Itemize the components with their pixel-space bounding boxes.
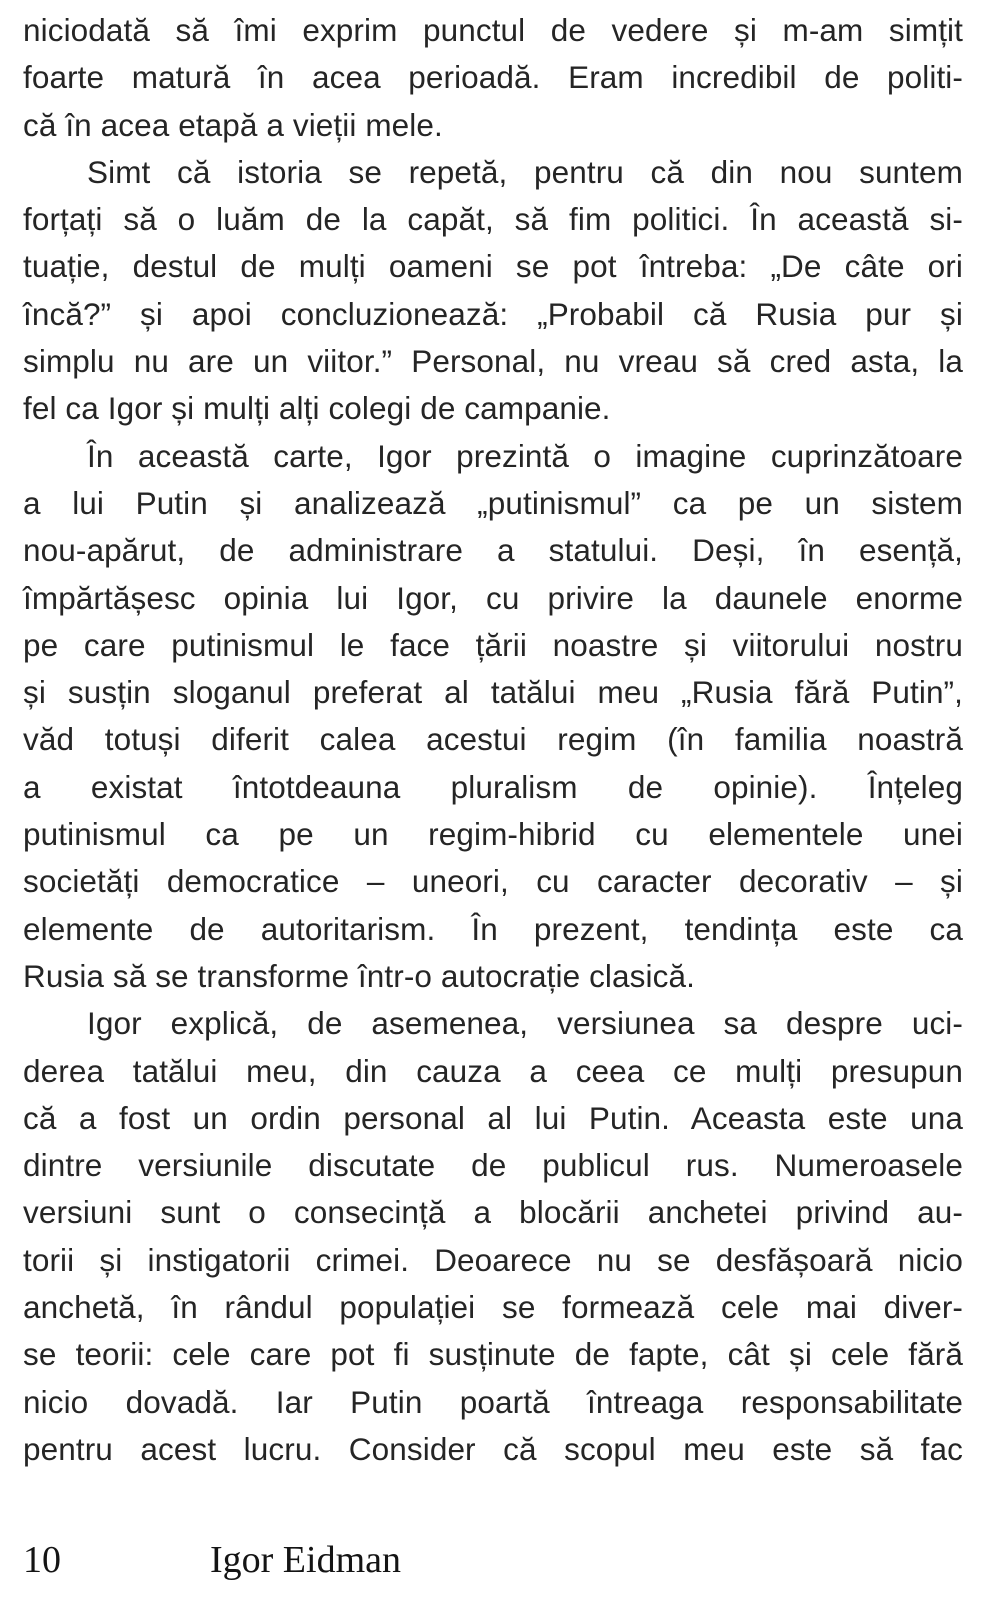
body-text	[23, 7, 963, 1473]
text-line: văd totuși diferit calea acestui regim (în familia noastră	[23, 721, 963, 758]
text-line: pe care putinismul le face țării noastre și viitorului nostru	[23, 626, 963, 663]
text-line: forțați să o luăm de la capăt, să fim politici. În această si-	[23, 201, 963, 238]
text-line: derea tatălui meu, din cauza a ceea ce mulți presupun	[23, 1052, 963, 1089]
text-line: Simt că istoria se repetă, pentru că din nou suntem	[87, 153, 963, 190]
text-line: încă?” și apoi concluzionează: „Probabil că Rusia pur și	[23, 295, 963, 332]
text-line: pentru acest lucru. Consider că scopul meu este să fac	[23, 1430, 963, 1467]
text-line: torii și instigatorii crimei. Deoarece nu se desfășoară nicio	[23, 1241, 963, 1278]
text-line: versiuni sunt o consecință a blocării anchetei privind au-	[23, 1194, 963, 1231]
text-line: a lui Putin și analizează „putinismul” ca pe un sistem	[23, 484, 963, 521]
text-line: foarte matură în acea perioadă. Eram incredibil de politi-	[23, 59, 963, 96]
text-line: tuație, destul de mulți oameni se pot întreba: „De câte ori	[23, 248, 963, 285]
text-line: a existat întotdeauna pluralism de opinie). Înțeleg	[23, 768, 963, 805]
text-line: putinismul ca pe un regim-hibrid cu elementele unei	[23, 816, 963, 853]
text-line: simplu nu are un viitor.” Personal, nu vreau să cred asta, la	[23, 343, 963, 380]
text-line: și susțin sloganul preferat al tatălui meu „Rusia fără Putin”,	[23, 674, 963, 711]
text-line: că a fost un ordin personal al lui Putin. Aceasta este una	[23, 1099, 963, 1136]
text-line: anchetă, în rândul populației se formează cele mai diver-	[23, 1289, 963, 1326]
text-line: că în acea etapă a vieții mele.	[23, 106, 443, 143]
text-line: fel ca Igor și mulți alți colegi de campanie.	[23, 390, 611, 427]
page-number: 10	[23, 1539, 61, 1581]
text-line: Igor explică, de asemenea, versiunea sa despre uci-	[87, 1005, 963, 1042]
text-line: împărtășesc opinia lui Igor, cu privire la daunele enorme	[23, 579, 963, 616]
text-line: nou-apărut, de administrare a statului. Deși, în esență,	[23, 532, 963, 569]
text-line: nicio dovadă. Iar Putin poartă întreaga responsabilitate	[23, 1383, 963, 1420]
running-head-author: Igor Eidman	[210, 1539, 402, 1581]
text-line: Rusia să se transforme într-o autocrație clasică.	[23, 957, 695, 994]
page-footer	[23, 1538, 963, 1590]
text-line: societăți democratice – uneori, cu caracter decorativ – și	[23, 863, 963, 900]
text-line: niciodată să îmi exprim punctul de vedere și m-am simțit	[23, 12, 963, 48]
text-line: elemente de autoritarism. În prezent, tendința este ca	[23, 910, 963, 947]
text-line: se teorii: cele care pot fi susținute de fapte, cât și cele fără	[23, 1336, 963, 1373]
text-line: dintre versiunile discutate de publicul rus. Numeroasele	[23, 1147, 963, 1184]
text-line: În această carte, Igor prezintă o imagine cuprinzătoare	[87, 437, 963, 474]
